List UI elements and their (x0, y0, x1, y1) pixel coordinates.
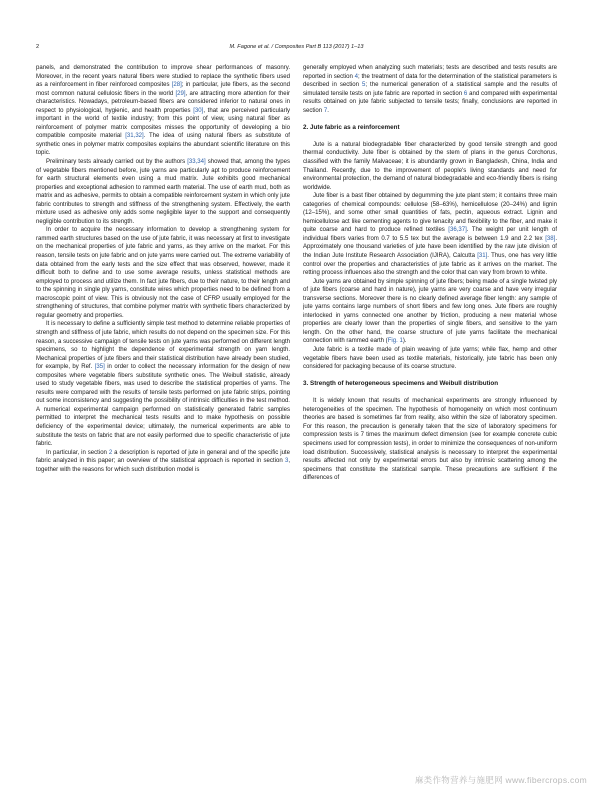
text-run: showed that, among the types of vegetable fibers mentioned before, jute yarns are particularly apt to produce reinforcement for earth structural elements even using a mud matrix. Jute exhibits good mechanical properties and exceptional adhesion to rammed earth material. The use of earth mud, both as matrix and as adhesive, permits to obtain a compatible reinforcement system in which only jute fabric contributes to strength and stiffness of the strengthening system. Effectively, the earth mixture used as adhesive only adds some negligible layer to the support and consequently negligible contribution to its strength. (36, 159, 290, 225)
reference-link[interactable]: [36,37] (448, 227, 467, 234)
reference-link[interactable]: 6 (463, 90, 468, 97)
reference-link[interactable]: [35] (94, 364, 105, 371)
text-run: Jute fabric is a textile made of plain weaving of jute yarns; while flax, hemp and other vegetable fibers have been used as textile materials, historically, jute fabric has been only considered for packaging because of its coarse structure. (303, 347, 557, 371)
paragraph (303, 141, 557, 192)
reference-link[interactable]: 3 (284, 458, 289, 465)
reference-link[interactable]: 4 (354, 73, 359, 80)
text-run: It is widely known that results of mechanical experiments are strongly influenced by heterogeneities of the specimen. The hypothesis of homogeneity on which most continuum theories are based is sometimes far from reality, also within the size of laboratory specimen. For this reason, the precaution is generally taken that the size of laboratory specimens for compression tests is 7 times the maximum defect dimension (see for example concrete cubic specimens used for compression tests), in order to minimize the consequences of non-uniform load distribution. Successively, statistical analysis is necessary to interpret the experimental results affected not only by experimental errors but also by intrinsic scattering among the specimens that constitute the statistical sample. These precautions are sufficient if the differences of (303, 398, 557, 482)
reference-link[interactable]: [29] (175, 90, 186, 97)
text-run: In particular, in section (46, 449, 109, 456)
text-run: ; in particular, jute fibers, as the second most common natural cellulosic fibers in the world (36, 82, 290, 97)
text-run: , together with the reasons for which such distribution model is (36, 458, 290, 473)
text-run: Jute is a natural biodegradable fiber characterized by good tensile strength and good thermal conductivity. Jute fiber is obtained by the stem of plans in the genus Corchorus, classified with the family Malvaceae; it is abundantly grown in Bangladesh, China, India and Thailand. Recently, due to the improvement of people's living standards and need for environmental protection, the demand of natural biodegradable and eco-friendly fibers is rising worldwide. (303, 141, 557, 191)
text-run: panels, and demonstrated the contribution to improve shear performances of masonry. Moreover, in the recent years natural fibers were studied to replace the synthetic fibers used as a reinforcement in fiber reinforced composites (36, 65, 290, 89)
text-run: . (327, 107, 329, 114)
text-run: Jute fiber is a bast fiber obtained by degumming the jute plant stem; it contains three main categories of chemical compounds: cellulose (58–63%), hemicellulose (20–24%) and lignin (12–15%), and some other small quantities of fats, pectin, aqueous extract. Lignin and hemicellulose act like cementing agents to give tenacity and flexibility to the fiber, and make it quite coarse and hard to produce refined textiles (303, 193, 557, 234)
paragraph (36, 64, 290, 158)
text-run: . Approximately one thousand varieties of jute have been identified by the raw jute division of the Indian Jute Institute Research Association (IJIRA), Calcutta (303, 235, 557, 259)
running-header (36, 44, 557, 56)
paragraph (36, 320, 290, 448)
text-run: ). (402, 338, 407, 345)
text-run: It is necessary to define a sufficiently simple test method to determine reliable properties of strength and stiffness of jute fabric, which results do not depend on the specimen size. For this reason, a successive campaign of tensile tests on jute yarns was performed on different length specimens, so to highlight the dependence of experimental strength on yarn length. Mechanical properties of jute fibers and their statistical distribution have already been studied, for example, by Ref. (36, 321, 290, 371)
reference-link[interactable]: [38] (545, 235, 556, 242)
text-run: Jute yarns are obtained by simple spinning of jute fibers; being made of a single twisted ply of jute fibers (coarse and hard in nature), jute yarns are very coarse and have very irregular transverse sections. Moreover there is no clearly defined average fiber length: any sample of jute yarns contains large numbers of short fibers and few long ones. Jute fibers are roughly interlocked in yarns connected one another by friction, producing a new material whose properties are clearly lower than the properties of single fibers, and sensitive to the yarn length. On the other hand, the coarse structure of jute yarns facilitate the mechanical connection with rammed earth ( (303, 278, 557, 345)
text-run: a description is reported of jute in general and of the specific jute fabric analyzed in this paper; an overview of the statistical approach is reported in section (36, 449, 290, 465)
left-column (36, 64, 290, 760)
journal-citation: M. Fagone et al. / Composites Part B 113 (2017) 1–13 (229, 44, 364, 50)
text-run: . The idea of using natural fibers as substitute of synthetic ones in polymer matrix composites explains the abundant scientific literature on this topic. (36, 133, 290, 157)
reference-link[interactable]: [31,32] (125, 133, 144, 140)
text-run: . The weight per unit length of individual fibers varies from 0.7 to 5.5 tex but the average is between 1.9 and 2.2 tex (303, 227, 557, 242)
paragraph (36, 226, 290, 320)
text-run: , are attracting more attention for their characteristics. Nowadays, petroleum-based fibers are considered inferior to natural ones in respect to physiological, hygienic, and health properties (36, 90, 290, 114)
paragraph (303, 346, 557, 372)
section-heading: 3. Strength of heterogeneous specimens and Weibull distribution (303, 380, 499, 388)
text-run: , that are perceived particularly important in the world of textile industry; from this point of view, using natural fiber as reinforcement of polymer matrix composites misses the opportunity of developing a bio compatible composite material (36, 107, 290, 140)
site-watermark: 麻类作物营养与施肥网 www.fibercrops.com (414, 775, 587, 785)
reference-link[interactable]: 5 (362, 82, 366, 89)
paragraph (36, 449, 290, 475)
text-run: . Thus, one has very little control over the properties and characteristics of jute fabric as it arrives on the market. The retting process influences also the strength and the color that can vary from brown to white. (303, 252, 557, 277)
paragraph (303, 64, 557, 115)
paragraph (303, 278, 557, 346)
reference-link[interactable]: 7 (323, 107, 328, 114)
section-heading: 2. Jute fabric as a reinforcement (303, 123, 400, 131)
text-run: and compared with experimental results obtained on jute fabric subjected to tensile tests; finally, conclusions are reported in section (303, 90, 557, 114)
reference-link[interactable]: [31] (477, 252, 488, 259)
reference-link[interactable]: 2 (108, 449, 113, 456)
text-run: ; the numerical generation of a statistical sample and the results of simulated tensile tests on jute fabric are reported in section (303, 82, 557, 97)
reference-link[interactable]: [33,34] (187, 159, 206, 166)
text-run: in order to collect the necessary information for the design of new composites where vegetable fibers substitute synthetic ones. The Weibull statistic, already used to study vegetable fibers, was used to describe the statistical properties of yarns. The results were compared with the results of tensile tests performed on jute fabric strips, pointing out some inconsistency and suggesting the possibility of intrinsic difficulties in the test method. A numerical experimental campaign performed on statistically generated fabric samples permitted to interpret the mechanical tests results and to make hypothesis on possible deficiency of the experimental device; ultimately, the numerical experiments are able to substitute the tests on fabric that are not easily performed due to specific characteristic of jute fabric. (36, 364, 290, 448)
text-run: In order to acquire the necessary information to develop a strengthening system for rammed earth structures based on the use of jute fabric, it was necessary at first to investigate on the mechanical properties of jute fabric and yarns, as they arrive on the market. For this reason, tensile tests on jute fabric and on jute yarns were carried out. The extreme variability of data obtained from the early tests and the size effect that was observed, however, made it difficult both to define and to use some average results, unless statistical methods are employed to process and utilize them. In fact jute fibers, due to their nature, to their length and to the spinning in single ply yarns, constitute wires which properties need to be defined from a macroscopic point of view. This is obviously not the case of CFRP usually employed for the strengthening of structures, that combine polymer matrix with synthetic fibers characterized by regular geometry and properties. (36, 227, 290, 319)
text-run: ; the treatment of data for the determination of the statistical parameters is described in section (303, 73, 557, 89)
paragraph (303, 192, 557, 277)
reference-link[interactable]: [28] (171, 82, 182, 89)
page-number: 2 (36, 44, 40, 50)
reference-link[interactable]: Fig. 1 (387, 338, 403, 345)
paragraph (36, 158, 290, 226)
text-run: generally employed when analyzing such materials; tests are described and tests results are reported in section (303, 65, 557, 80)
reference-link[interactable]: [30] (193, 107, 204, 114)
text-run: Preliminary tests already carried out by the authors (46, 159, 188, 166)
paragraph (303, 397, 557, 482)
article-body (36, 64, 557, 760)
right-column (303, 64, 557, 760)
